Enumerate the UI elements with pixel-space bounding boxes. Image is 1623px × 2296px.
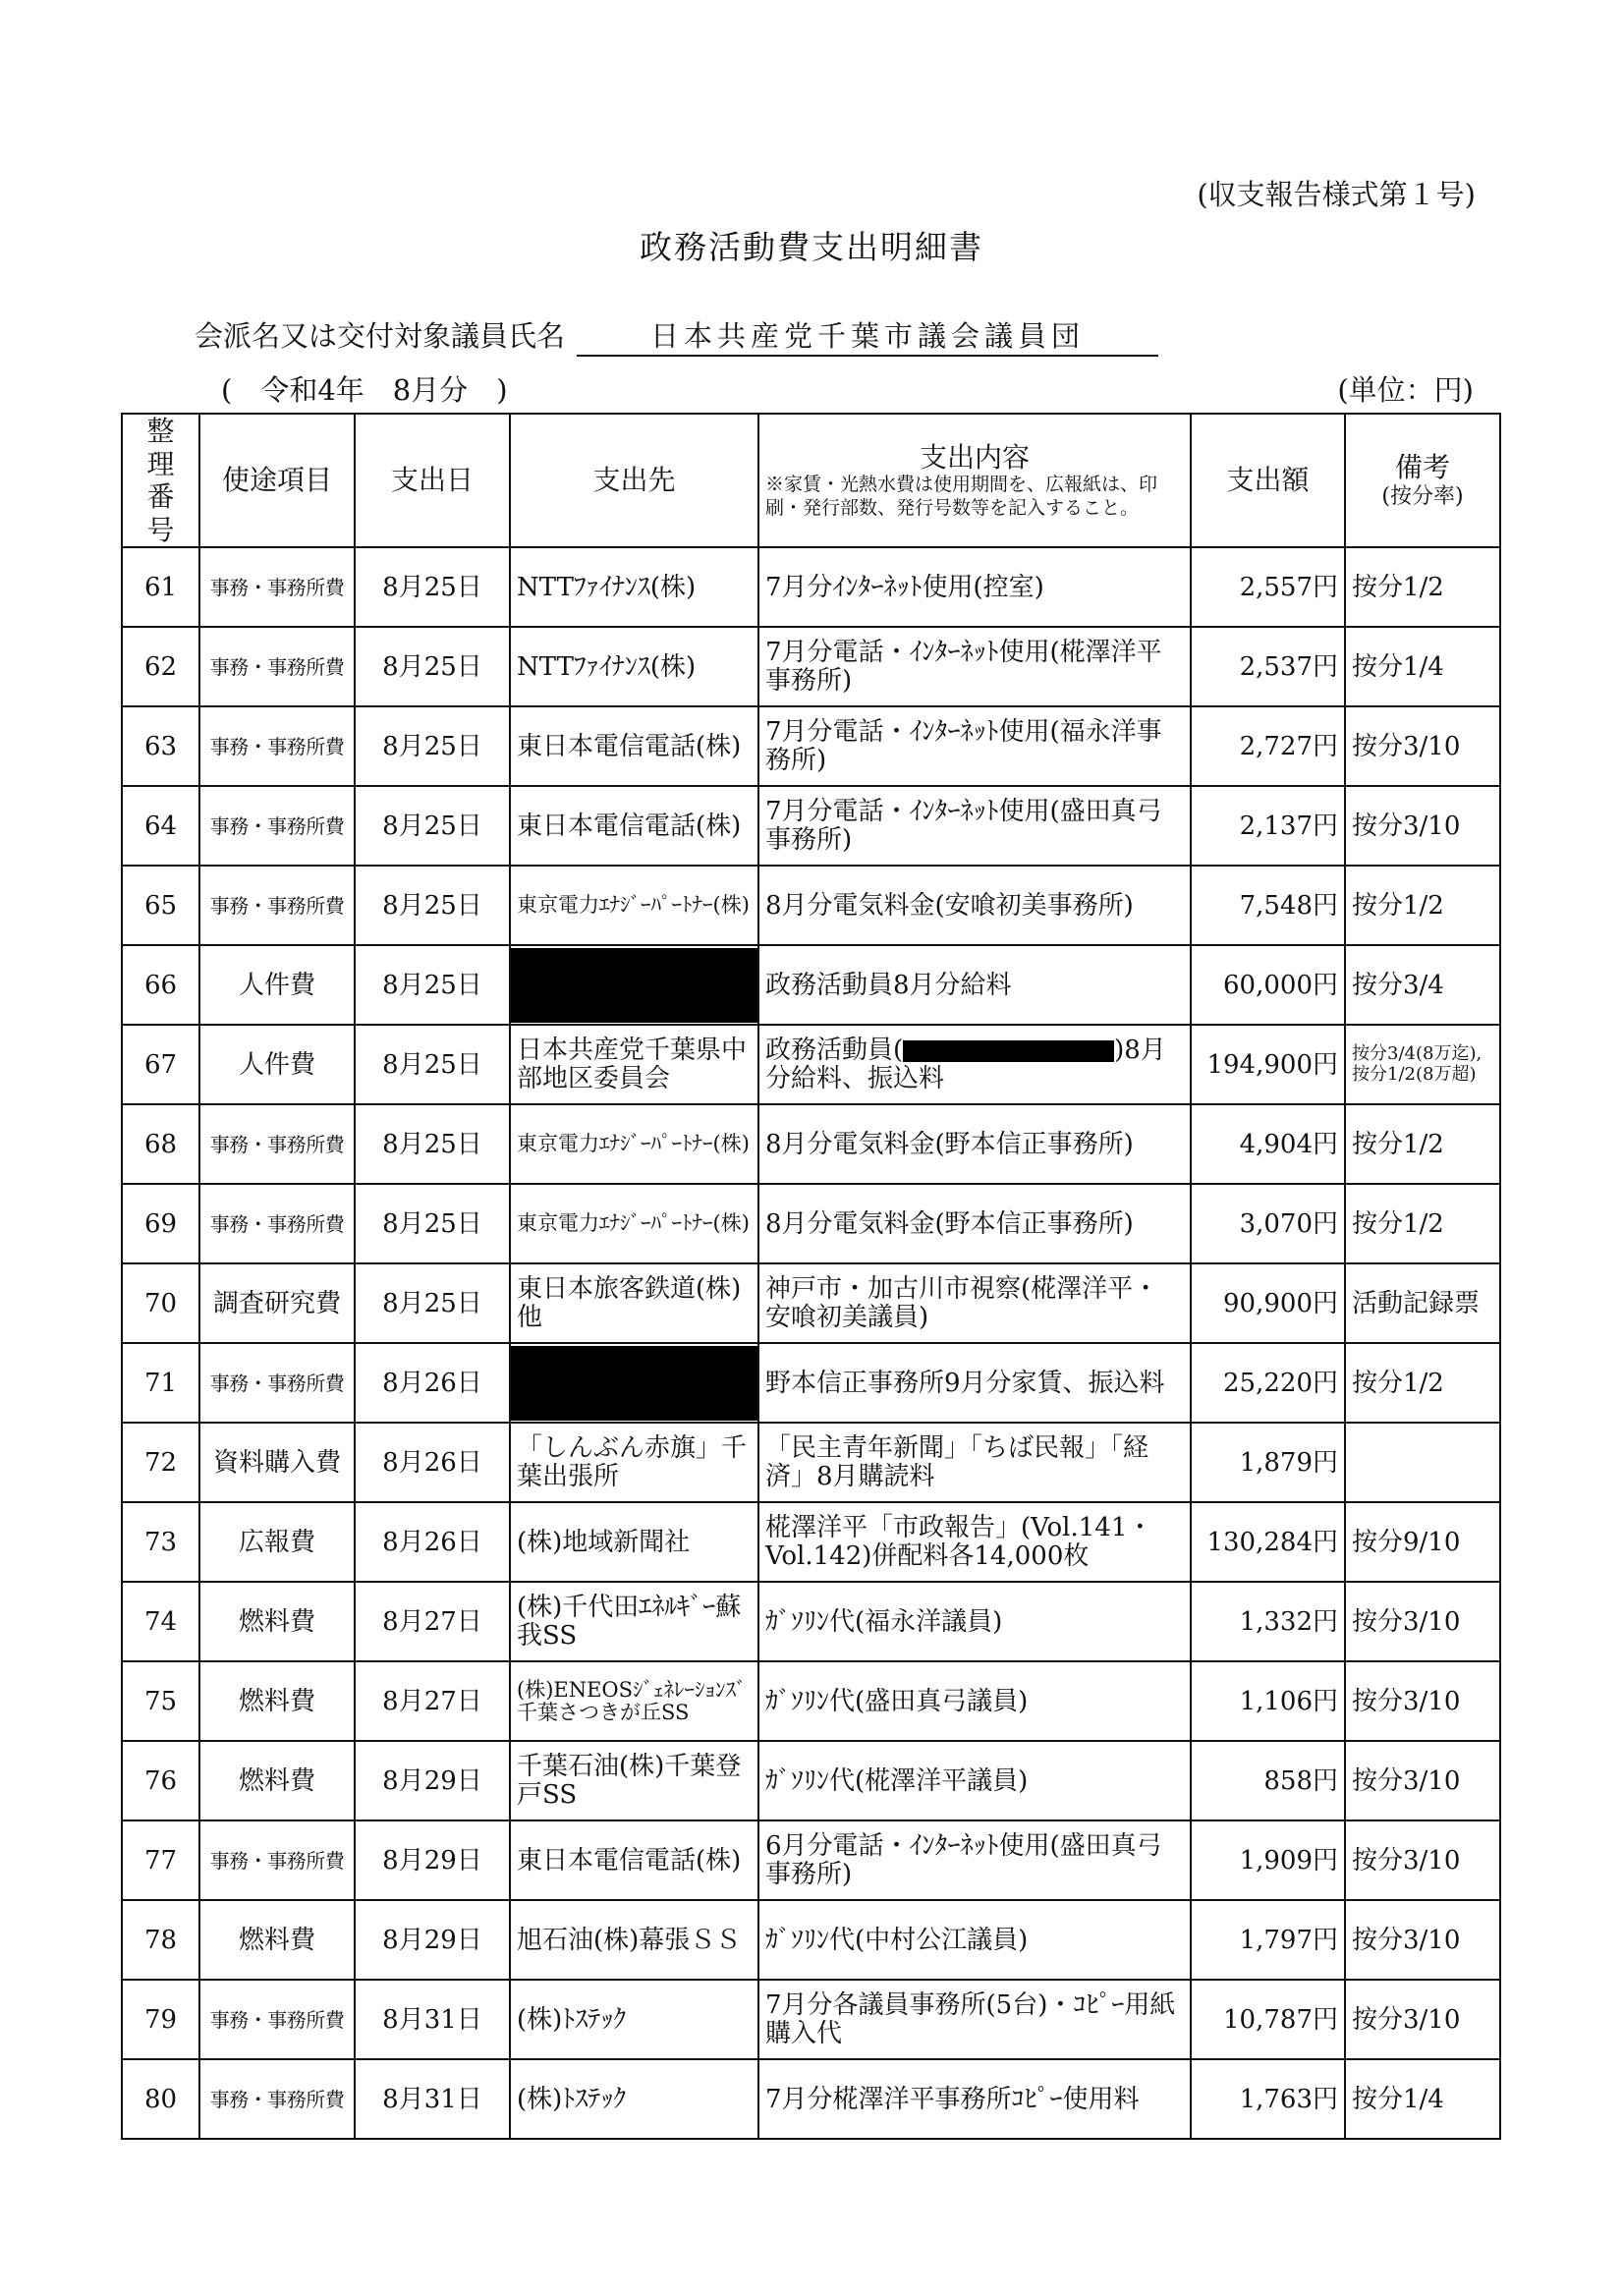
row-item: 人件費 bbox=[199, 945, 355, 1025]
row-desc: 神戸市・加古川市視察(椛澤洋平・安喰初美議員) bbox=[758, 1263, 1191, 1343]
row-desc: 7月分各議員事務所(5台)・ｺﾋﾟｰ用紙購入代 bbox=[758, 1980, 1191, 2059]
row-item: 事務・事務所費 bbox=[199, 866, 355, 945]
row-amount: 3,070円 bbox=[1191, 1184, 1345, 1263]
row-amount: 10,787円 bbox=[1191, 1980, 1345, 2059]
table-row bbox=[122, 1741, 1500, 1820]
row-amount: 130,284円 bbox=[1191, 1502, 1345, 1582]
row-desc bbox=[758, 1025, 1191, 1104]
header-desc-note: ※家賃・光熱水費は使用期間を、広報紙は、印刷・発行部数、発行号数等を記入すること。 bbox=[765, 474, 1158, 519]
row-desc: 7月分ｲﾝﾀｰﾈｯﾄ使用(控室) bbox=[758, 547, 1191, 627]
row-payee: 東京電力ｴﾅｼﾞｰﾊﾟｰﾄﾅｰ(株) bbox=[510, 1184, 758, 1263]
row-payee: 東日本電信電話(株) bbox=[510, 786, 758, 866]
row-note: 按分9/10 bbox=[1345, 1502, 1500, 1582]
row-desc-part: 政務活動員( bbox=[765, 1036, 904, 1066]
faction-line bbox=[195, 314, 1158, 357]
row-date: 8月27日 bbox=[355, 1582, 510, 1661]
unit-label: (単位：円) bbox=[1337, 373, 1474, 407]
row-amount: 25,220円 bbox=[1191, 1343, 1345, 1423]
row-note: 按分1/2 bbox=[1345, 1184, 1500, 1263]
row-date: 8月27日 bbox=[355, 1661, 510, 1741]
header-note-sub: (按分率) bbox=[1381, 483, 1464, 509]
row-date: 8月31日 bbox=[355, 2059, 510, 2139]
row-item: 事務・事務所費 bbox=[199, 2059, 355, 2139]
row-amount: 2,137円 bbox=[1191, 786, 1345, 866]
row-amount: 2,727円 bbox=[1191, 706, 1345, 786]
row-note: 按分3/4 bbox=[1345, 945, 1500, 1025]
document-title: 政務活動費支出明細書 bbox=[640, 228, 983, 266]
row-number: 72 bbox=[122, 1423, 199, 1502]
row-number: 66 bbox=[122, 945, 199, 1025]
row-item: 燃料費 bbox=[199, 1582, 355, 1661]
row-desc: 野本信正事務所9月分家賃、振込料 bbox=[758, 1343, 1191, 1423]
row-note: 按分3/10 bbox=[1345, 1900, 1500, 1980]
table-row bbox=[122, 1104, 1500, 1184]
row-desc: 6月分電話・ｲﾝﾀｰﾈｯﾄ使用(盛田真弓事務所) bbox=[758, 1820, 1191, 1900]
row-date: 8月25日 bbox=[355, 1184, 510, 1263]
table-row bbox=[122, 1820, 1500, 1900]
table-row bbox=[122, 706, 1500, 786]
row-date: 8月25日 bbox=[355, 866, 510, 945]
row-number: 78 bbox=[122, 1900, 199, 1980]
row-date: 8月29日 bbox=[355, 1741, 510, 1820]
row-item: 広報費 bbox=[199, 1502, 355, 1582]
row-amount: 2,537円 bbox=[1191, 627, 1345, 706]
row-payee: 東日本旅客鉄道(株)他 bbox=[510, 1263, 758, 1343]
row-amount: 194,900円 bbox=[1191, 1025, 1345, 1104]
row-amount: 1,763円 bbox=[1191, 2059, 1345, 2139]
table-row bbox=[122, 1980, 1500, 2059]
row-note: 按分1/2 bbox=[1345, 866, 1500, 945]
row-item: 事務・事務所費 bbox=[199, 547, 355, 627]
table-row bbox=[122, 1423, 1500, 1502]
header-item: 使途項目 bbox=[199, 414, 355, 547]
row-number: 77 bbox=[122, 1820, 199, 1900]
table-row bbox=[122, 1661, 1500, 1741]
row-item: 燃料費 bbox=[199, 1741, 355, 1820]
expense-table bbox=[121, 413, 1501, 2140]
row-number: 65 bbox=[122, 866, 199, 945]
row-item: 事務・事務所費 bbox=[199, 1343, 355, 1423]
row-number: 62 bbox=[122, 627, 199, 706]
row-desc: 8月分電気料金(野本信正事務所) bbox=[758, 1184, 1191, 1263]
row-desc: 7月分電話・ｲﾝﾀｰﾈｯﾄ使用(福永洋事務所) bbox=[758, 706, 1191, 786]
row-desc: ｶﾞｿﾘﾝ代(福永洋議員) bbox=[758, 1582, 1191, 1661]
row-number: 73 bbox=[122, 1502, 199, 1582]
row-number: 67 bbox=[122, 1025, 199, 1104]
row-item: 事務・事務所費 bbox=[199, 1980, 355, 2059]
redaction-block bbox=[903, 1040, 1114, 1062]
row-date: 8月31日 bbox=[355, 1980, 510, 2059]
row-number: 70 bbox=[122, 1263, 199, 1343]
row-payee bbox=[510, 1343, 758, 1423]
table-row bbox=[122, 2059, 1500, 2139]
row-number: 71 bbox=[122, 1343, 199, 1423]
header-desc-title: 支出内容 bbox=[919, 440, 1030, 474]
row-desc-part: )8月分給料、振込料 bbox=[765, 1036, 1166, 1093]
table-row bbox=[122, 1582, 1500, 1661]
row-payee: 「しんぶん赤旗」千葉出張所 bbox=[510, 1423, 758, 1502]
row-amount: 1,332円 bbox=[1191, 1582, 1345, 1661]
table-row bbox=[122, 945, 1500, 1025]
table-row bbox=[122, 1025, 1500, 1104]
row-item: 人件費 bbox=[199, 1025, 355, 1104]
row-date: 8月25日 bbox=[355, 786, 510, 866]
row-date: 8月25日 bbox=[355, 706, 510, 786]
row-number: 79 bbox=[122, 1980, 199, 2059]
row-desc: 8月分電気料金(野本信正事務所) bbox=[758, 1104, 1191, 1184]
row-date: 8月25日 bbox=[355, 1104, 510, 1184]
table-row bbox=[122, 1502, 1500, 1582]
row-note: 按分3/10 bbox=[1345, 706, 1500, 786]
row-date: 8月26日 bbox=[355, 1502, 510, 1582]
header-number: 整理番号 bbox=[122, 414, 199, 547]
table-row bbox=[122, 1184, 1500, 1263]
row-note: 按分1/4 bbox=[1345, 2059, 1500, 2139]
table-row bbox=[122, 1900, 1500, 1980]
header-amount: 支出額 bbox=[1191, 414, 1345, 547]
header-payee: 支出先 bbox=[510, 414, 758, 547]
row-note: 按分1/2 bbox=[1345, 1104, 1500, 1184]
row-note: 按分3/10 bbox=[1345, 1661, 1500, 1741]
row-date: 8月29日 bbox=[355, 1900, 510, 1980]
row-payee: 千葉石油(株)千葉登戸SS bbox=[510, 1741, 758, 1820]
row-payee: 東京電力ｴﾅｼﾞｰﾊﾟｰﾄﾅｰ(株) bbox=[510, 1104, 758, 1184]
row-note: 按分1/2 bbox=[1345, 547, 1500, 627]
row-amount: 1,797円 bbox=[1191, 1900, 1345, 1980]
row-payee: 旭石油(株)幕張ＳＳ bbox=[510, 1900, 758, 1980]
form-number: (収支報告様式第１号) bbox=[1197, 178, 1476, 211]
row-date: 8月25日 bbox=[355, 627, 510, 706]
row-desc: 7月分電話・ｲﾝﾀｰﾈｯﾄ使用(盛田真弓事務所) bbox=[758, 786, 1191, 866]
table-row bbox=[122, 627, 1500, 706]
header-note bbox=[1345, 414, 1500, 547]
row-item: 事務・事務所費 bbox=[199, 1104, 355, 1184]
row-note: 按分3/4(8万迄),按分1/2(8万超) bbox=[1345, 1025, 1500, 1104]
row-number: 64 bbox=[122, 786, 199, 866]
table-row bbox=[122, 1343, 1500, 1423]
row-note: 活動記録票 bbox=[1345, 1263, 1500, 1343]
row-payee: 東日本電信電話(株) bbox=[510, 706, 758, 786]
row-number: 63 bbox=[122, 706, 199, 786]
row-payee: (株)ENEOSｼﾞｪﾈﾚｰｼｮﾝｽﾞ千葉さつきが丘SS bbox=[510, 1661, 758, 1741]
row-item: 燃料費 bbox=[199, 1661, 355, 1741]
row-payee bbox=[510, 945, 758, 1025]
row-note: 按分3/10 bbox=[1345, 786, 1500, 866]
row-payee: (株)地域新聞社 bbox=[510, 1502, 758, 1582]
row-item: 燃料費 bbox=[199, 1900, 355, 1980]
header-note-title: 備考 bbox=[1394, 451, 1450, 484]
row-number: 76 bbox=[122, 1741, 199, 1820]
row-number: 80 bbox=[122, 2059, 199, 2139]
row-payee: (株)千代田ｴﾈﾙｷﾞｰ蘇我SS bbox=[510, 1582, 758, 1661]
row-number: 61 bbox=[122, 547, 199, 627]
row-amount: 4,904円 bbox=[1191, 1104, 1345, 1184]
redaction-block bbox=[511, 948, 757, 1023]
row-note: 按分1/4 bbox=[1345, 627, 1500, 706]
row-note: 按分3/10 bbox=[1345, 1820, 1500, 1900]
row-item: 事務・事務所費 bbox=[199, 706, 355, 786]
row-desc: ｶﾞｿﾘﾝ代(中村公江議員) bbox=[758, 1900, 1191, 1980]
row-date: 8月25日 bbox=[355, 547, 510, 627]
row-item: 事務・事務所費 bbox=[199, 1184, 355, 1263]
row-number: 75 bbox=[122, 1661, 199, 1741]
row-payee: 日本共産党千葉県中部地区委員会 bbox=[510, 1025, 758, 1104]
row-number: 74 bbox=[122, 1582, 199, 1661]
redaction-block bbox=[511, 1346, 757, 1421]
row-item: 事務・事務所費 bbox=[199, 786, 355, 866]
row-desc: 椛澤洋平「市政報告」(Vol.141・Vol.142)併配料各14,000枚 bbox=[758, 1502, 1191, 1582]
table-row bbox=[122, 786, 1500, 866]
table-row bbox=[122, 866, 1500, 945]
table-row bbox=[122, 547, 1500, 627]
header-desc bbox=[758, 414, 1191, 547]
row-date: 8月25日 bbox=[355, 1025, 510, 1104]
row-date: 8月26日 bbox=[355, 1423, 510, 1502]
row-date: 8月29日 bbox=[355, 1820, 510, 1900]
row-amount: 60,000円 bbox=[1191, 945, 1345, 1025]
row-amount: 1,106円 bbox=[1191, 1661, 1345, 1741]
row-number: 69 bbox=[122, 1184, 199, 1263]
row-amount: 7,548円 bbox=[1191, 866, 1345, 945]
row-payee: (株)ﾄｽﾃｯｸ bbox=[510, 1980, 758, 2059]
row-date: 8月26日 bbox=[355, 1343, 510, 1423]
row-item: 資料購入費 bbox=[199, 1423, 355, 1502]
row-payee: 東日本電信電話(株) bbox=[510, 1820, 758, 1900]
row-payee: NTTﾌｧｲﾅﾝｽ(株) bbox=[510, 547, 758, 627]
row-payee: NTTﾌｧｲﾅﾝｽ(株) bbox=[510, 627, 758, 706]
table-header-row bbox=[122, 414, 1500, 547]
row-note: 按分3/10 bbox=[1345, 1582, 1500, 1661]
row-desc: ｶﾞｿﾘﾝ代(盛田真弓議員) bbox=[758, 1661, 1191, 1741]
row-desc: 7月分電話・ｲﾝﾀｰﾈｯﾄ使用(椛澤洋平事務所) bbox=[758, 627, 1191, 706]
row-date: 8月25日 bbox=[355, 945, 510, 1025]
row-amount: 2,557円 bbox=[1191, 547, 1345, 627]
faction-name: 日本共産党千葉市議会議員団 bbox=[577, 314, 1158, 357]
row-payee: 東京電力ｴﾅｼﾞｰﾊﾟｰﾄﾅｰ(株) bbox=[510, 866, 758, 945]
row-item: 調査研究費 bbox=[199, 1263, 355, 1343]
row-desc: ｶﾞｿﾘﾝ代(椛澤洋平議員) bbox=[758, 1741, 1191, 1820]
row-item: 事務・事務所費 bbox=[199, 1820, 355, 1900]
header-date: 支出日 bbox=[355, 414, 510, 547]
row-desc: 7月分椛澤洋平事務所ｺﾋﾟｰ使用料 bbox=[758, 2059, 1191, 2139]
row-desc: 政務活動員8月分給料 bbox=[758, 945, 1191, 1025]
row-number: 68 bbox=[122, 1104, 199, 1184]
period: ( 令和4年 8月分 ) bbox=[221, 373, 508, 407]
row-amount: 90,900円 bbox=[1191, 1263, 1345, 1343]
row-date: 8月25日 bbox=[355, 1263, 510, 1343]
row-desc: 8月分電気料金(安喰初美事務所) bbox=[758, 866, 1191, 945]
row-item: 事務・事務所費 bbox=[199, 627, 355, 706]
row-note: 按分1/2 bbox=[1345, 1343, 1500, 1423]
row-desc: 「民主青年新聞」「ちば民報」「経済」8月購読料 bbox=[758, 1423, 1191, 1502]
row-note: 按分3/10 bbox=[1345, 1741, 1500, 1820]
row-note: 按分3/10 bbox=[1345, 1980, 1500, 2059]
row-amount: 1,909円 bbox=[1191, 1820, 1345, 1900]
row-amount: 858円 bbox=[1191, 1741, 1345, 1820]
row-payee: (株)ﾄｽﾃｯｸ bbox=[510, 2059, 758, 2139]
table-row bbox=[122, 1263, 1500, 1343]
faction-label: 会派名又は交付対象議員氏名 bbox=[195, 319, 566, 353]
row-note bbox=[1345, 1423, 1500, 1502]
row-amount: 1,879円 bbox=[1191, 1423, 1345, 1502]
